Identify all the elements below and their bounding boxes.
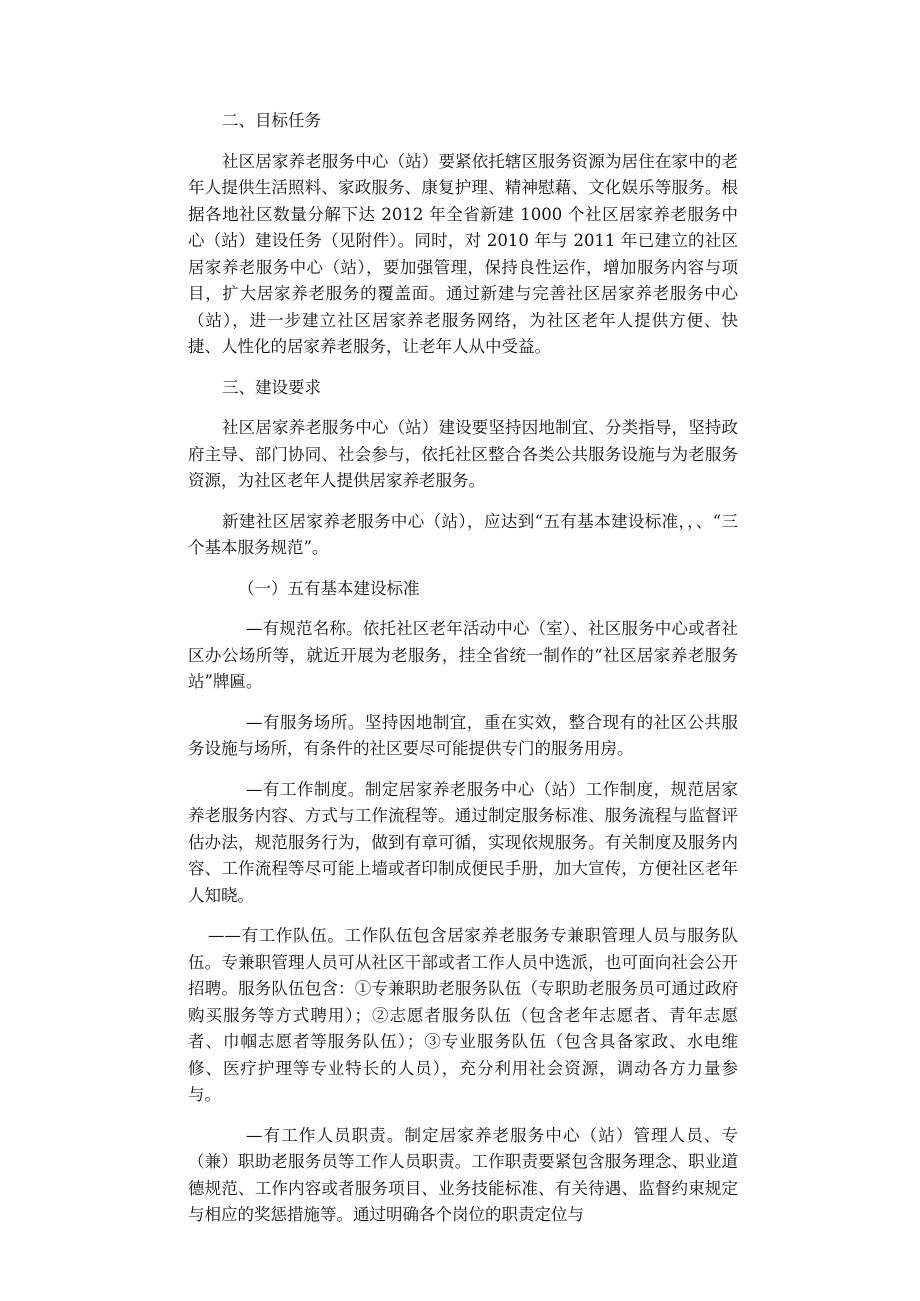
paragraph-requirements: 社区居家养老服务中心（站）建设要坚持因地制宜、分类指导，坚持政府主导、部门协同、社会参与，依托社区整合各类公共服务设施与为老服务资源，为社区老年人提供居家养老服务。 bbox=[188, 418, 738, 490]
list-item-duties: —有工作人员职责。制定居家养老服务中心（站）管理人员、专（兼）职助老服务员等工作人员职责。工作职责要紧包含服务理念、职业道德规范、工作内容或者服务项目、业务技能标准、有关待遇、监督约束规定与相应的奖惩措施等。通过明确各个岗位的职责定位与 bbox=[188, 1125, 738, 1224]
list-item-team: ——有工作队伍。工作队伍包含居家养老服务专兼职管理人员与服务队伍。专兼职管理人员可从社区干部或者工作人员中选派，也可面向社会公开招聘。服务队伍包含：①专兼职助老服务队伍（专职助老服务员可通过政府购买服务等方式聘用）；②志愿者服务队伍（包含老年志愿者、青年志愿者、巾帼志愿者等服务队伍）；③专业服务队伍（包含具备家政、水电维修、医疗护理等专业特长的人员），充分利用社会资源，调动各方力量参与。 bbox=[188, 926, 738, 1104]
document-page bbox=[188, 108, 738, 1243]
section-heading-requirements: 三、建设要求 bbox=[222, 377, 321, 397]
section-heading-goals: 二、目标任务 bbox=[222, 111, 321, 130]
paragraph-standards-intro: 新建社区居家养老服务中心（站），应达到“五有基本建设标准，，、“三个基本服务规范”。 bbox=[188, 511, 738, 557]
list-item-name: —有规范名称。依托社区老年活动中心（室）、社区服务中心或者社区办公场所等，就近开展为老服务，挂全省统一制作的“社区居家养老服务站”牌匾。 bbox=[188, 619, 738, 691]
paragraph-goals: 社区居家养老服务中心（站）要紧依托辖区服务资源为居住在家中的老年人提供生活照料、家政服务、康复护理、精神慰藉、文化娱乐等服务。根据各地社区数量分解下达 2012 年全省新建 1000 个社区居家养老服务中心（站）建设任务（见附件）。同时，对 2010 年与 2011 年已建立的社区居家养老服务中心（站），要加强管理，保持良性运作，增加服务内容与项目，扩大居家养老服务的覆盖面。通过新建与完善社区居家养老服务中心（站），进一步建立社区居家养老服务网络，为社区老年人提供方便、快捷、人性化的居家养老服务，让老年人从中受益。 bbox=[188, 151, 738, 356]
list-item-rules: —有工作制度。制定居家养老服务中心（站）工作制度，规范居家养老服务内容、方式与工作流程等。通过制定服务标准、服务流程与监督评估办法，规范服务行为，做到有章可循，实现依规服务。有关制度及服务内容、工作流程等尽可能上墙或者印制成便民手册，加大宣传，方便社区老年人知晓。 bbox=[188, 779, 738, 905]
subheading-five-standards: （一）五有基本建设标准 bbox=[238, 578, 420, 598]
list-item-venue: —有服务场所。坚持因地制宜，重在实效，整合现有的社区公共服务设施与场所，有条件的社区要尽可能提供专门的服务用房。 bbox=[188, 712, 738, 758]
